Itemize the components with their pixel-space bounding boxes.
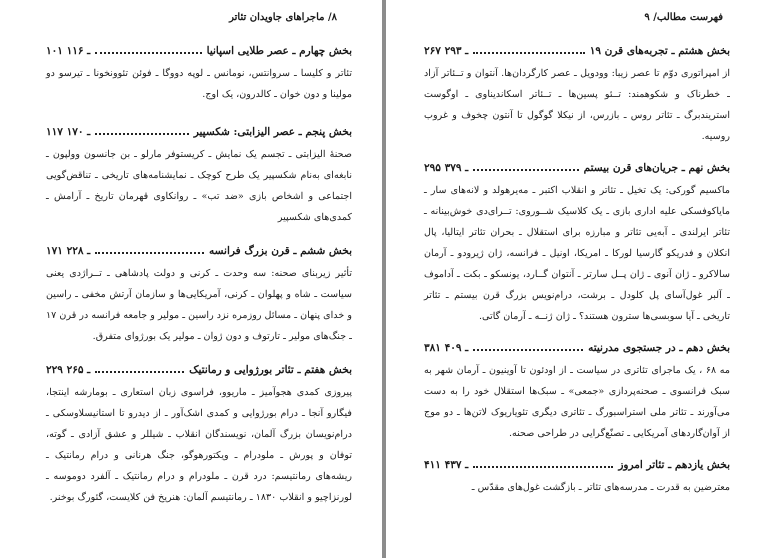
right-page (386, 0, 768, 558)
section-heading (424, 161, 730, 176)
section-page-range: ۳۸۱ ـ ۴۰۹ (424, 342, 469, 354)
running-head-right: فهرست مطالب/ ۹ (644, 12, 723, 23)
section-page-range: ۱۱۷ ـ ۱۷۰ (46, 126, 91, 138)
section-heading (46, 125, 352, 140)
dot-leader (95, 52, 201, 54)
toc-section (424, 161, 730, 327)
section-page-range: ۴۱۱ ـ ۴۳۷ (424, 459, 469, 471)
section-title: بخش دهم ـ در جستجوی مدرنیته (588, 342, 730, 354)
section-page-range: ۲۹۵ ـ ۳۷۹ (424, 162, 469, 174)
section-heading (424, 44, 730, 59)
section-body: تئاتر و کلیسا ـ سروانتس، نومانس ـ لوپه دووگا ـ فوئن تئوونخونا ـ تیرسو دو مولینا و دون خوان ـ کالدرون، یک اوج. (46, 68, 352, 100)
section-body: از امپراتوری دوّم تا عصر زیبا: وودویل ـ عصر کارگردان‌ها. آنتوان و تــئاتر آزاد ـ خطرناک و شکوهمند: تــئو پسین‌ها ـ تــئاتر اسکاندیناوی ـ اوگوست استریندبرگ ـ تئاتر روس ـ بازرس، از نیکلا گوگول تا آنتون چخوف و غروب روسیه. (424, 68, 730, 142)
section-title: بخش هفتم ـ تئاتر بورژوایی و رمانتیک (189, 364, 352, 376)
section-body: مه ۶۸ ، یک ماجرای تئاتری در سیاست ـ از اودئون تا آوینیون ـ آرمان شهر به سبک فرانسوی ـ صحنه‌پردازی «جمعی» ـ سبک‌ها استقلال خود را به دست می‌آورند ـ تئاتر ملی استراسبورگ ـ تئاتری دیگری تئویاریوک لاتن‌ها ـ دو موج از آوان‌گاردهای آمریکایی ـ تصنّع‌گرایی در طراحی صحنه. (424, 365, 730, 439)
section-title: بخش هشتم ـ تجربه‌های قرن ۱۹ (589, 45, 730, 57)
section-title: بخش ششم ـ قرن بزرگ فرانسه (209, 245, 352, 257)
dot-leader (473, 169, 578, 171)
section-heading (424, 341, 730, 356)
toc-section (46, 244, 352, 347)
section-title: بخش چهارم ـ عصر طلایی اسپانیا (206, 45, 352, 57)
dot-leader (95, 252, 204, 254)
dot-leader (473, 52, 584, 54)
running-head-left: ۸/ ماجراهای جاویدان تئاتر (229, 12, 337, 23)
section-heading (46, 244, 352, 259)
dot-leader (473, 466, 613, 468)
section-heading (46, 44, 352, 59)
section-page-range: ۲۶۷ ـ ۲۹۳ (424, 45, 469, 57)
toc-section (424, 44, 730, 147)
toc-section (46, 363, 352, 508)
section-heading (46, 363, 352, 378)
section-body: ماکسیم گورکی: یک تخیل ـ تئاتر و انقلاب اکتبر ـ مه‌یرهولد و لانه‌های سار ـ مایاکوفسکی علیه اداری بازی ـ یک کلاسیک شــوروی: تــرای‌دی خوش‌بینانه ـ تئاتر ایرلندی ـ آبه‌یی تئاتر و مبارزه برای استقلال ـ بحران تئاتر ایتالیا، پال انکلان و فدریکو گارسیا لورکا ـ امریکا، اونیل ـ فرانسه، ژان ژیرودو ـ آرمان سالاکرو ـ ژان آنوی ـ ژان پــل سارتر ـ آنتوان گــارد، یونسکو ـ بکت ـ آداموف ـ آلبر غول‌آسای پل کلودل ـ برشت، درام‌نویس بزرگ قرن بیستم ـ تئاتر تاریخی ـ آیا سوبسی‌ها سترون هستند؟ ـ ژان ژنــه ـ آرمان گاتی. (424, 185, 730, 322)
dot-leader (473, 349, 583, 351)
section-body: پیروزی کمدی هجوآمیز ـ ماریوو، فراسوی زبان استعاری ـ بومارشه اینتجا، فیگارو آنجا ـ درام بورژوایی و کمدی اشک‌آور ـ از دیدرو تا استانیسلاوسکی ـ درام‌نویسان بزرگ آلمان، نویسندگان انقلاب ـ شیللر و عشق آزادی ـ گوته، توفان و پورش ـ ملودرام ـ ویکتورهوگو، جنگ هرنانی و درام رمانتیک ـ ریشه‌های رمانتیسم: درد قرن ـ ملودرام و درام رمانتیک ـ آلفرد دوموسه ـ لورنزاچیو و انقلاب ۱۸۳۰ ـ رمانتیسم آلمان: هنریخ فن کلایست، گئورگ بوخنر. (46, 387, 352, 503)
section-body: معترضین به قدرت ـ مدرسه‌های تئاتر ـ بازگشت غول‌های مقدّس ـ (471, 482, 730, 493)
section-page-range: ۱۰۱ ـ ۱۱۶ (46, 45, 91, 57)
section-title: بخش یازدهم ـ تئاتر امروز (618, 459, 730, 471)
toc-section (424, 458, 730, 498)
section-heading (424, 458, 730, 473)
left-page (0, 0, 382, 558)
section-title: بخش پنجم ـ عصر الیزابتی: شکسپیر (193, 126, 352, 138)
section-page-range: ۲۲۹ ـ ۲۶۵ (46, 364, 91, 376)
section-title: بخش نهم ـ جریان‌های قرن بیستم (583, 162, 730, 174)
left-page-sections (46, 44, 352, 508)
toc-section (46, 44, 352, 105)
dot-leader (95, 371, 184, 373)
dot-leader (95, 133, 188, 135)
right-page-sections (424, 44, 730, 498)
section-body: تأثیر زیربنای صحنه: سه وحدت ـ کرنی و دولت پادشاهی ـ تــراژدی یعنی سیاست ـ شاه و پهلوان ـ کرنی، آمریکایی‌ها و سازمان آرتش مخفی ـ راسین و خدای پنهان ـ مسائل روزمره نزد راسین ـ مولیر و جامعه فرانسه در قرن ۱۷ ـ جنگ‌های مولیر ـ تارتوف و دون ژوان ـ مولیر یک بورژوای متفرق. (46, 268, 352, 342)
section-page-range: ۱۷۱ ـ ۲۲۸ (46, 245, 91, 257)
section-body: صحنهٔ الیزابتی ـ تجسم یک نمایش ـ کریستوفر مارلو ـ بن جانسون وولپون ـ نابغه‌ای به‌نام شکسپیر یک طرح کوچک ـ نمایشنامه‌های تاریخی ـ تناقض‌گویی اجتماعی و اشخاص بازی «ضد تب» ـ روانکاوی قهرمان تاریخ ـ آرامش ـ کمدی‌های شکسپیر (46, 149, 352, 223)
toc-section (46, 125, 352, 228)
toc-section (424, 341, 730, 444)
